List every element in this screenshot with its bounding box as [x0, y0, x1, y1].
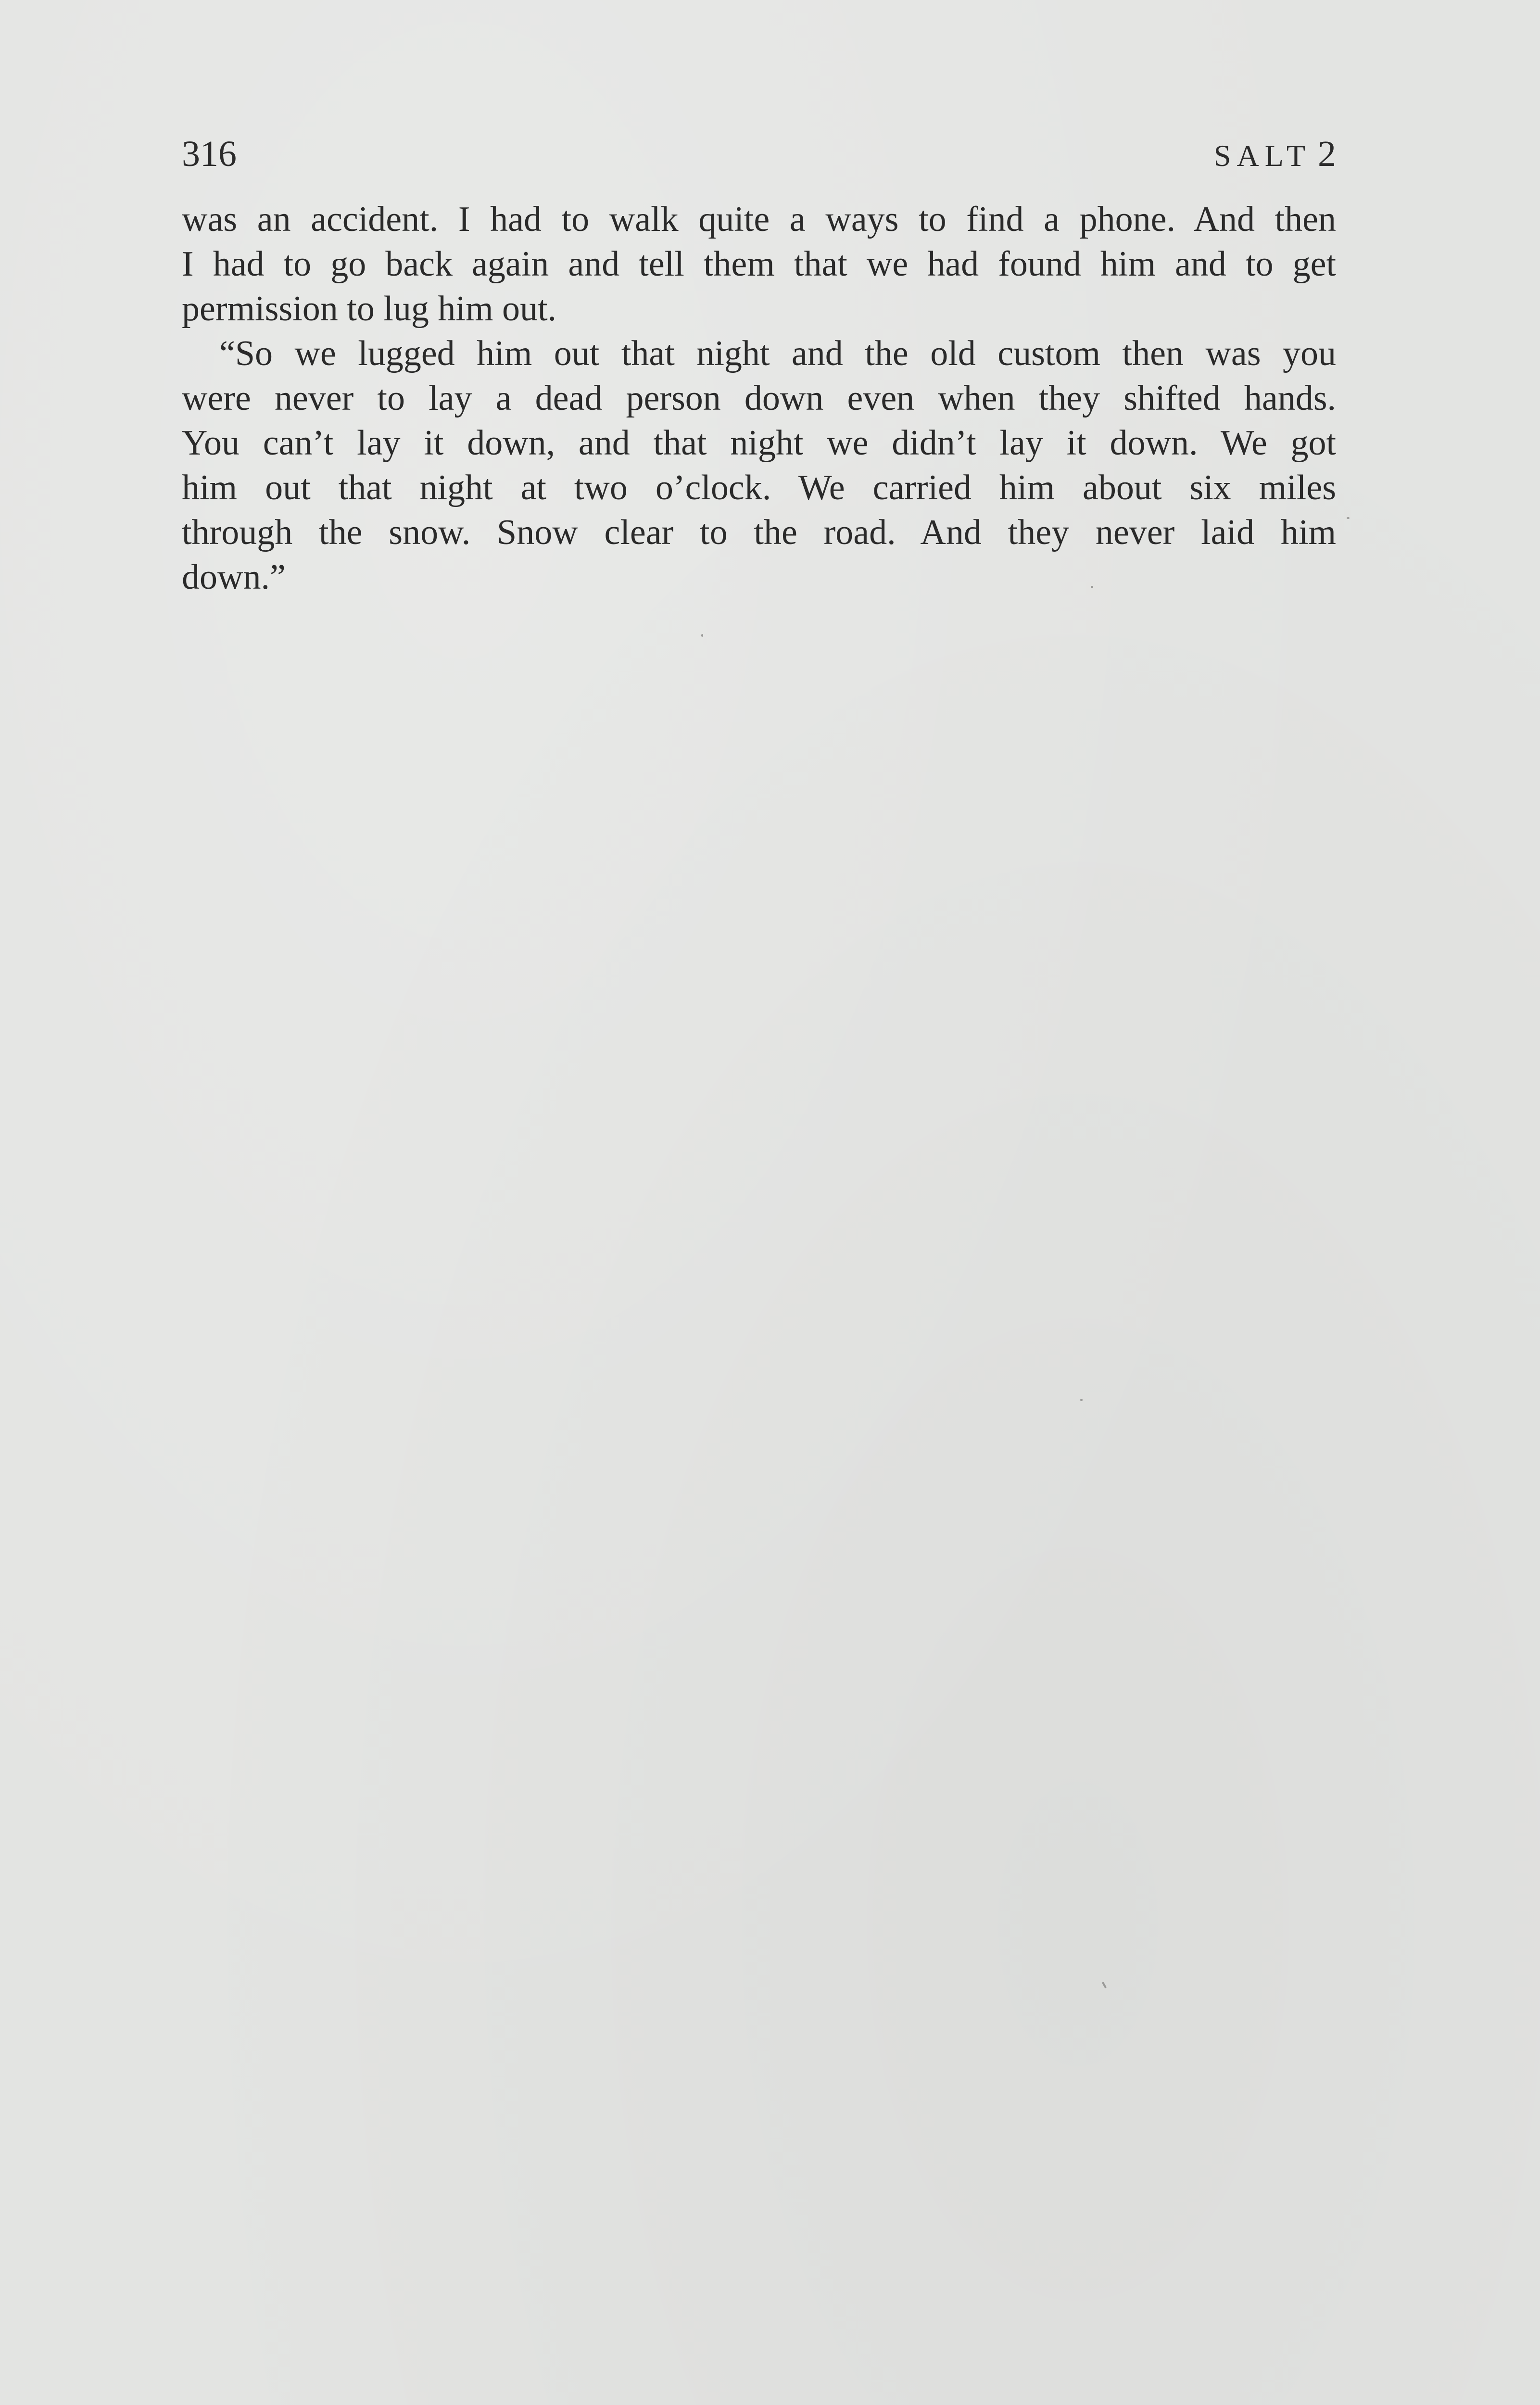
text-line: I had to go back again and tell them that we had found him and to get [182, 244, 1336, 284]
paper-speck [1080, 1399, 1083, 1401]
text-line: were never to lay a dead person down even when they shifted hands. [182, 379, 1336, 418]
paper-speck [1347, 517, 1350, 519]
running-head [182, 130, 1336, 183]
body-text [182, 197, 1336, 600]
text-line: You can’t lay it down, and that night we didn’t lay it down. We got [182, 423, 1336, 463]
text-line: was an accident. I had to walk quite a ways to find a phone. And then [182, 200, 1336, 239]
text-line: “So we lugged him out that night and the old custom then was you [219, 334, 1336, 373]
text-line: permission to lug him out. [182, 289, 557, 329]
paper-speck [1102, 1982, 1107, 1988]
paper-speck [701, 634, 703, 637]
paragraph [182, 331, 1336, 600]
running-title-text: SALT [1213, 139, 1311, 173]
text-line: through the snow. Snow clear to the road. And they never laid him [182, 513, 1336, 552]
text-line: him out that night at two o’clock. We carried him about six miles [182, 468, 1336, 507]
running-title [1214, 130, 1336, 180]
page-number: 316 [182, 134, 237, 174]
text-line: down.” [182, 557, 286, 597]
paragraph [182, 197, 1336, 331]
paper-speck [1091, 586, 1093, 588]
running-title-number: 2 [1318, 134, 1336, 174]
